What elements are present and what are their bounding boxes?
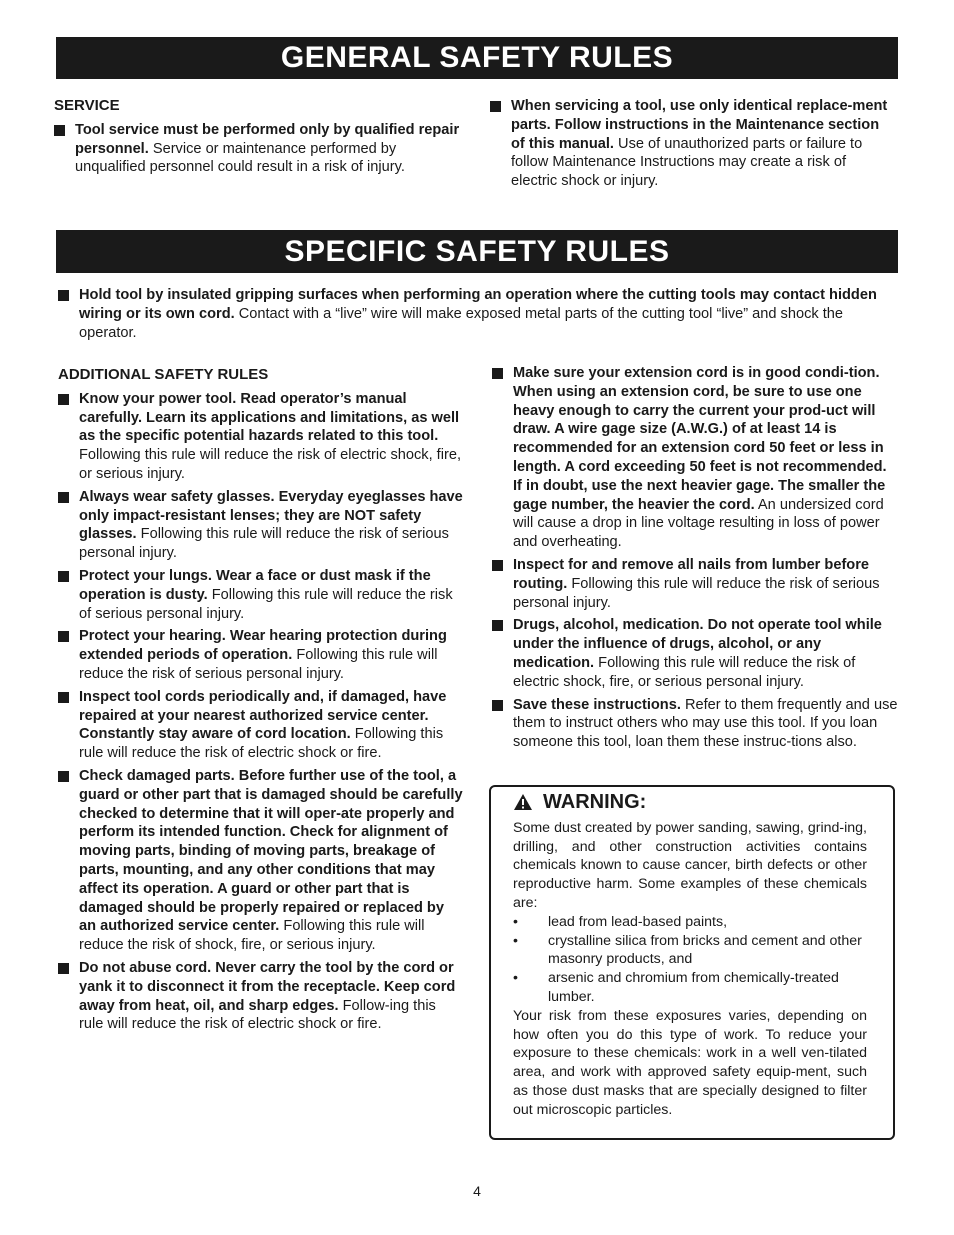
service-rule: Tool service must be performed only by qualified repair personnel. Service or maintenance performed by unqualified personnel could result in a risk of injury.	[54, 121, 460, 177]
safety-rule: Do not abuse cord. Never carry the tool by the cord or yank it to disconnect it from the receptacle. Keep cord away from heat, oil, and sharp edges. Follow-ing this rule will reduce the risk of electric shock or fire.	[58, 959, 464, 1034]
safety-rule: Know your power tool. Read operator’s manual carefully. Learn its applications and limitations, as well as the specific potential hazards related to this tool. Following this rule will reduce the risk of electric shock, fire, or serious injury.	[58, 390, 464, 484]
safety-rule: Drugs, alcohol, medication. Do not operate tool while under the influence of drugs, alcohol, or any medication. Following this rule will reduce the risk of electric shock, fire, or serious personal injury.	[492, 616, 898, 691]
safety-rule: Inspect for and remove all nails from lumber before routing. Following this rule will reduce the risk of serious personal injury.	[492, 556, 898, 612]
warning-box	[489, 785, 895, 1140]
additional-left-column	[58, 366, 464, 1038]
bullet-square-icon	[58, 771, 69, 782]
safety-rule: Always wear safety glasses. Everyday eyeglasses have only impact-resistant lenses; they are NOT safety glasses. Following this rule will reduce the risk of serious personal injury.	[58, 488, 464, 563]
bullet-square-icon	[58, 631, 69, 642]
safety-rule: Protect your hearing. Wear hearing protection during extended periods of operation. Following this rule will reduce the risk of serious personal injury.	[58, 627, 464, 683]
warning-heading	[513, 793, 867, 812]
bullet-square-icon	[58, 571, 69, 582]
specific-rule-block	[58, 286, 898, 346]
specific-safety-banner: SPECIFIC SAFETY RULES	[56, 230, 898, 273]
warning-triangle-icon	[513, 793, 533, 811]
warning-outro: Your risk from these exposures varies, depending on how often you do this type of work. To reduce your exposure to these chemicals: work in a well ven-tilated area, and work with approved safety equip-ment, such as those dust masks that are specially designed to filter out microscopic particles.	[513, 1007, 867, 1118]
service-rule: When servicing a tool, use only identical replace-ment parts. Follow instructions in the Maintenance section of this manual. Use of unauthorized parts or failure to follow Maintenance Instructions may create a risk of electric shock or injury.	[490, 97, 895, 191]
bullet-square-icon	[58, 394, 69, 405]
bullet-square-icon	[492, 700, 503, 711]
service-left-column	[54, 97, 460, 181]
warning-title: WARNING:	[543, 791, 647, 813]
safety-rule: Inspect tool cords periodically and, if damaged, have repaired at your nearest authorized service center. Constantly stay aware of cord location. Following this rule will reduce the risk of electric shock or fire.	[58, 688, 464, 763]
bullet-square-icon	[58, 492, 69, 503]
bullet-square-icon	[492, 560, 503, 571]
bullet-square-icon	[58, 692, 69, 703]
list-item: • arsenic and chromium from chemically-treated lumber.	[513, 970, 839, 1005]
warning-intro: Some dust created by power sanding, sawing, grind-ing, drilling, and other construction activities contains chemicals known to cause cancer, birth defects or other reproductive harm. Some examples of these chemicals are:	[513, 819, 867, 911]
list-item: • lead from lead-based paints,	[513, 913, 728, 930]
bullet-square-icon	[58, 290, 69, 301]
list-item: • crystalline silica from bricks and cement and other masonry products, and	[513, 932, 862, 968]
additional-right-column	[492, 364, 898, 756]
bullet-square-icon	[490, 101, 501, 112]
safety-rule: Protect your lungs. Wear a face or dust mask if the operation is dusty. Following this rule will reduce the risk of serious personal injury.	[58, 567, 464, 623]
service-right-column	[490, 97, 895, 195]
bullet-square-icon	[54, 125, 65, 136]
specific-rule: Hold tool by insulated gripping surfaces when performing an operation where the cutting tools may contact hidden wiring or its own cord. Contact with a “live” wire will make exposed metal parts of the cutting tool “live” and shock the operator.	[58, 286, 898, 342]
service-title: SERVICE	[54, 97, 120, 114]
bullet-square-icon	[492, 620, 503, 631]
additional-title: ADDITIONAL SAFETY RULES	[58, 366, 269, 383]
general-safety-banner: GENERAL SAFETY RULES	[56, 37, 898, 79]
page-number: 4	[473, 1183, 481, 1199]
warning-list	[513, 913, 867, 1007]
bullet-square-icon	[58, 963, 69, 974]
safety-rule: Save these instructions. Refer to them frequently and use them to instruct others who may use this tool. If you loan someone this tool, loan them these instruc-tions also.	[492, 696, 898, 752]
safety-rule: Make sure your extension cord is in good condi-tion. When using an extension cord, be sure to use one heavy enough to carry the current your prod-uct will draw. A wire gage size (A.W.G.) of at least 14 is recommended for an extension cord 50 feet or less in length. A cord exceeding 50 feet is not recommended. If in doubt, use the next heavier gage. The smaller the gage number, the heavier the cord. An undersized cord will cause a drop in line voltage resulting in loss of power and overheating.	[492, 364, 898, 552]
safety-rule: Check damaged parts. Before further use of the tool, a guard or other part that is damaged should be carefully checked to determine that it will oper-ate properly and perform its intended function. Check for alignment of moving parts, binding of moving parts, breakage of parts, mounting, and any other conditions that may affect its operation. A guard or other part that is damaged should be properly repaired or replaced by an authorized service center. Following this rule will reduce the risk of shock, fire, or serious injury.	[58, 767, 464, 955]
bullet-square-icon	[492, 368, 503, 379]
